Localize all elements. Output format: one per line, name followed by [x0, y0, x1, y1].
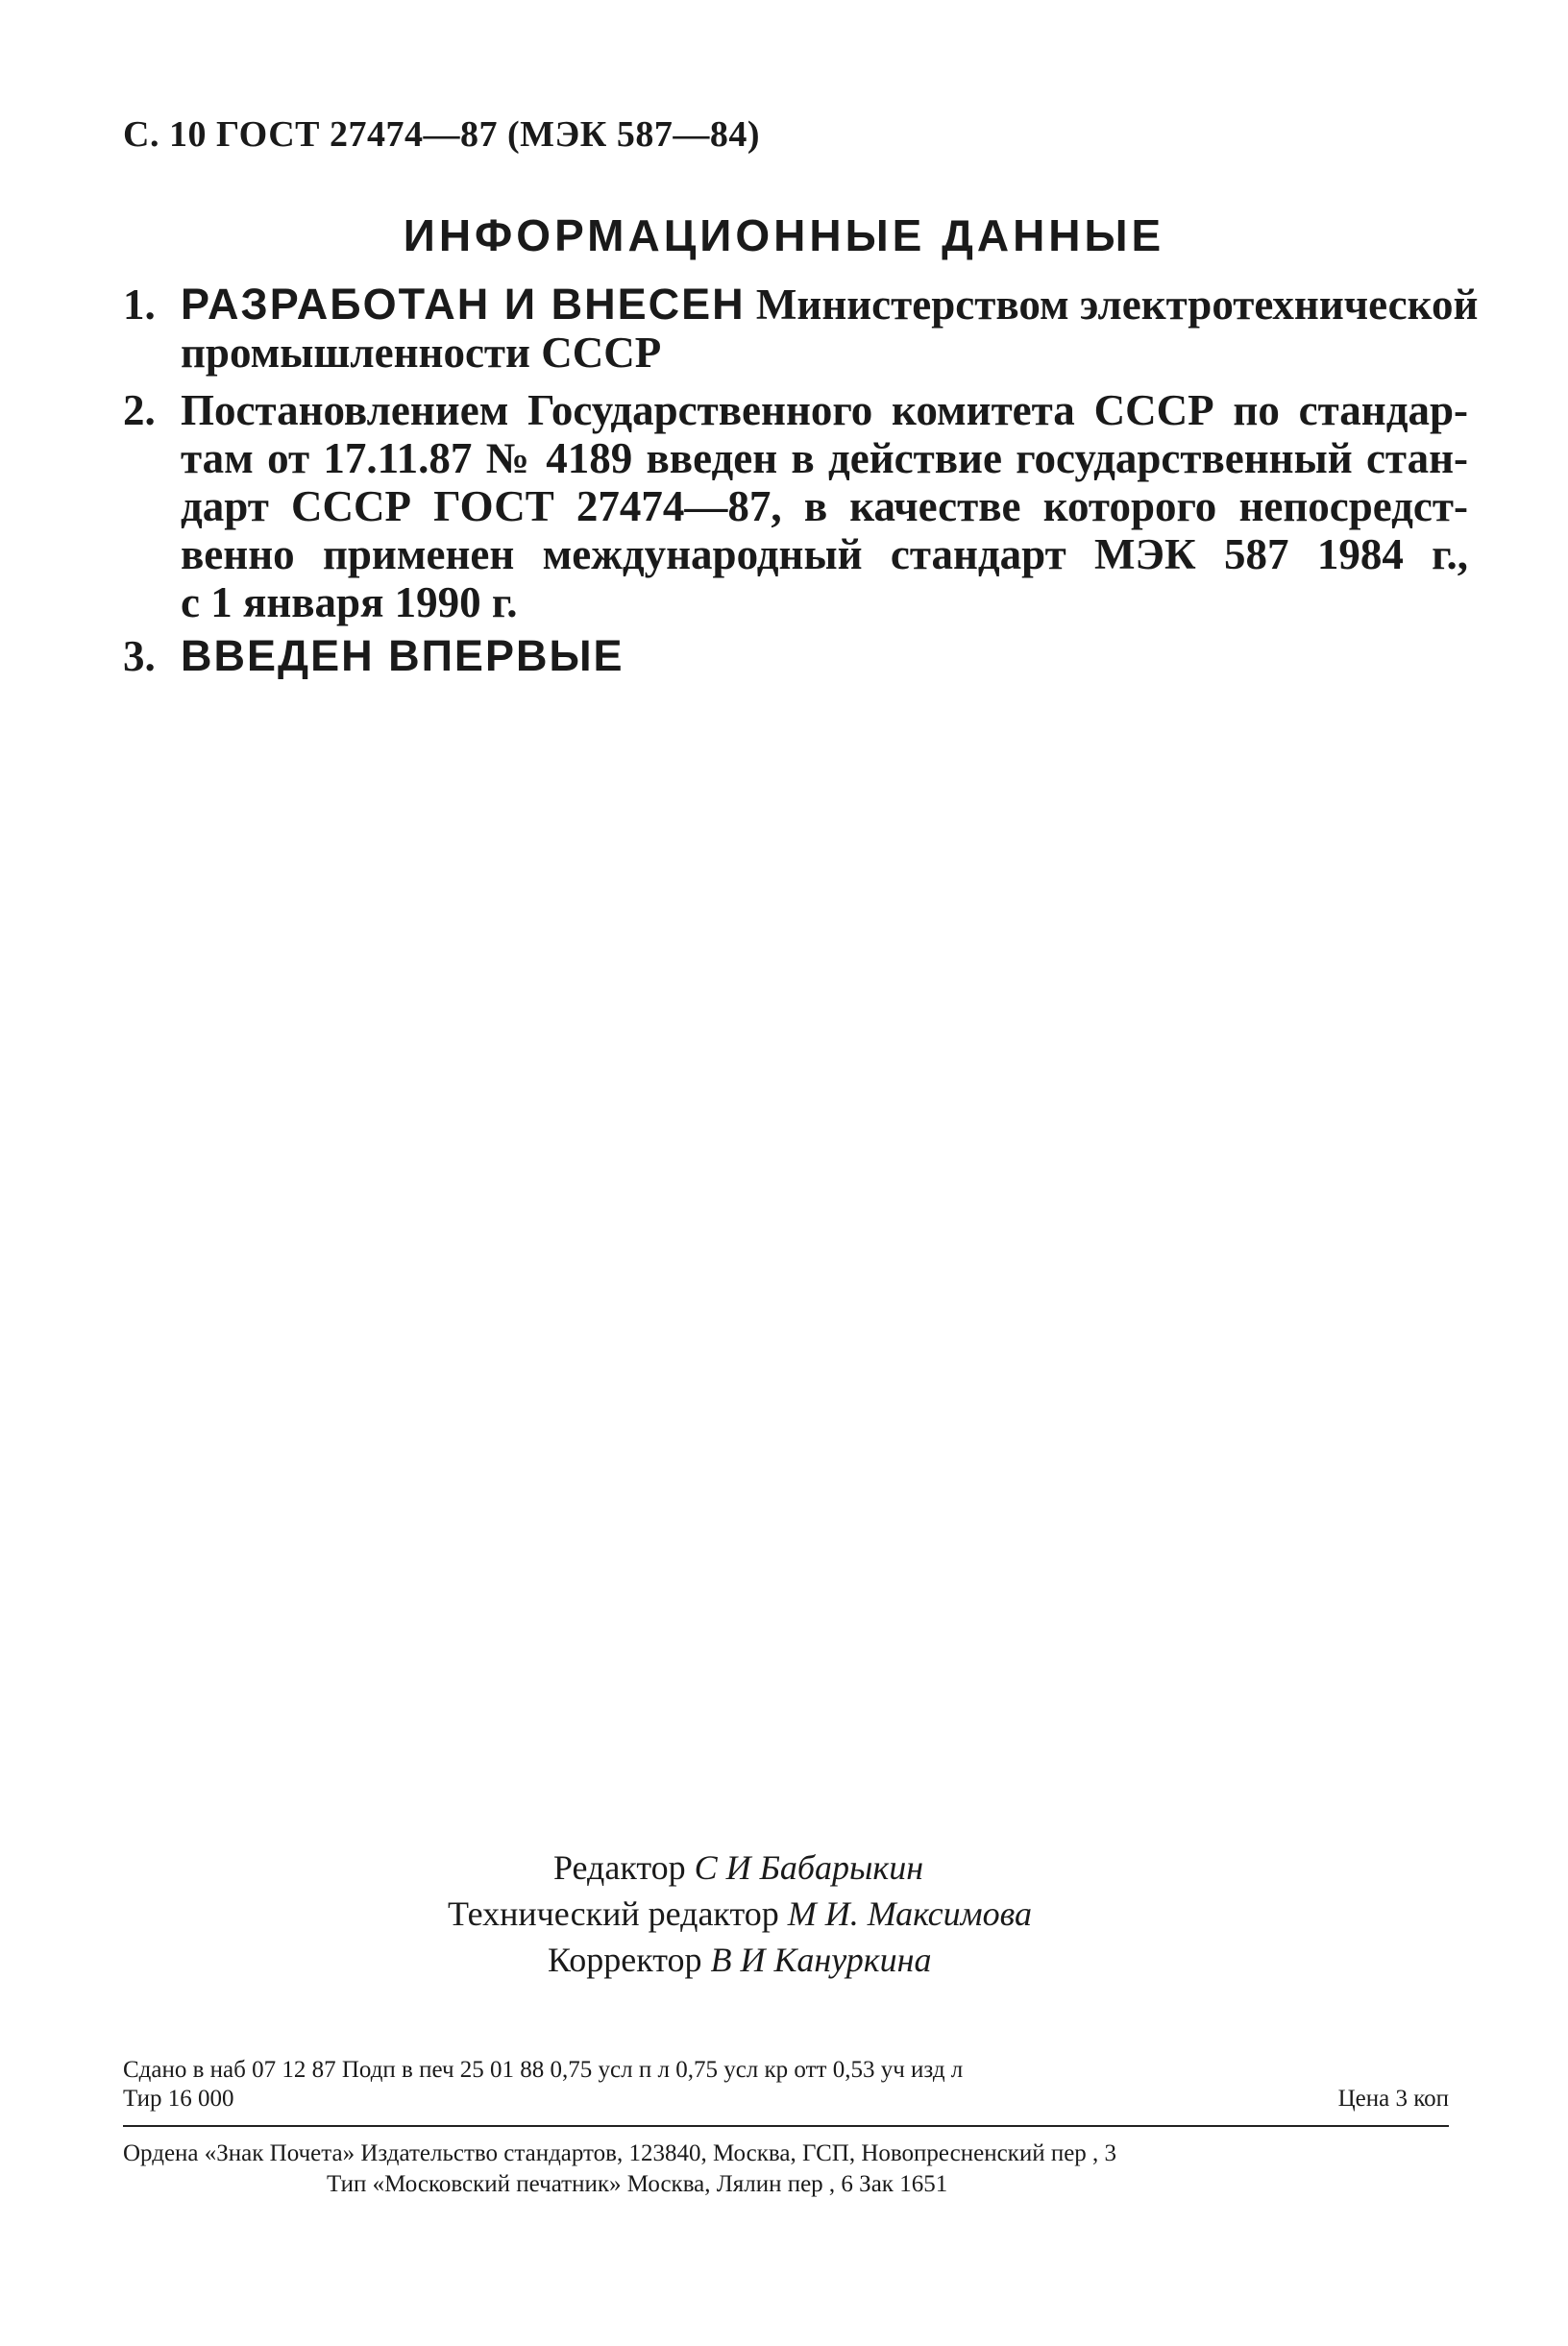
publisher-line: Ордена «Знак Почета» Издательство стандартов, 123840, Москва, ГСП, Новопресненский пер , 3 [123, 2140, 1117, 2166]
publisher-info [123, 2138, 1449, 2200]
item-line: промышленности СССР [181, 329, 662, 377]
item-body [181, 386, 1468, 626]
info-item-2 [123, 386, 1468, 626]
item-number: 1. [123, 281, 156, 329]
imprint-circulation: Тир 16 000 [123, 2086, 234, 2112]
page-header: С. 10 ГОСТ 27474—87 (МЭК 587—84) [123, 114, 760, 155]
credit-editor [553, 1845, 923, 1891]
credit-name: В И Кануркина [710, 1941, 932, 1979]
item-number: 2. [123, 386, 156, 434]
credit-technical-editor [448, 1891, 1032, 1937]
credit-corrector [548, 1937, 931, 1983]
info-item-1 [123, 280, 1479, 377]
item-body [181, 280, 1479, 377]
item-body [181, 632, 1468, 680]
printer-line: Тип «Московский печатник» Москва, Лялин пер , 6 Зак 1651 [327, 2171, 948, 2197]
credit-role: Корректор [548, 1941, 711, 1979]
imprint-row [123, 2056, 1449, 2085]
item-text: Министерством электротехнической [745, 281, 1479, 329]
item-line: там от 17.11.87 № 4189 введен в действие государственный стан- [181, 434, 1468, 482]
item-lead: РАЗРАБОТАН И ВНЕСЕН [181, 280, 746, 329]
item-line: дарт СССР ГОСТ 27474—87, в качестве которого непосредст- [181, 482, 1468, 530]
imprint-row [123, 2085, 1449, 2114]
item-line: Постановлением Государственного комитета СССР по стандар- [181, 386, 1468, 434]
imprint-price: Цена 3 коп [1337, 2086, 1449, 2112]
item-line: с 1 января 1990 г. [181, 578, 518, 626]
section-title: ИНФОРМАЦИОННЫЕ ДАННЫЕ [403, 210, 1165, 260]
info-item-3 [123, 632, 1468, 680]
divider-rule [123, 2125, 1449, 2127]
credit-role: Технический редактор [448, 1894, 788, 1933]
item-line [181, 280, 1479, 329]
credit-name: М И. Максимова [787, 1894, 1032, 1933]
item-number: 3. [123, 632, 156, 680]
item-line: венно применен международный стандарт МЭК 587 1984 г., [181, 530, 1468, 578]
item-lead: ВВЕДЕН ВПЕРВЫЕ [181, 631, 625, 680]
credit-role: Редактор [553, 1848, 695, 1887]
credit-name: С И Бабарыкин [694, 1848, 924, 1887]
imprint-print-details: Сдано в наб 07 12 87 Подп в печ 25 01 88 0,75 усл п л 0,75 усл кр отт 0,53 уч изд л [123, 2057, 964, 2083]
print-imprint [123, 2056, 1449, 2114]
